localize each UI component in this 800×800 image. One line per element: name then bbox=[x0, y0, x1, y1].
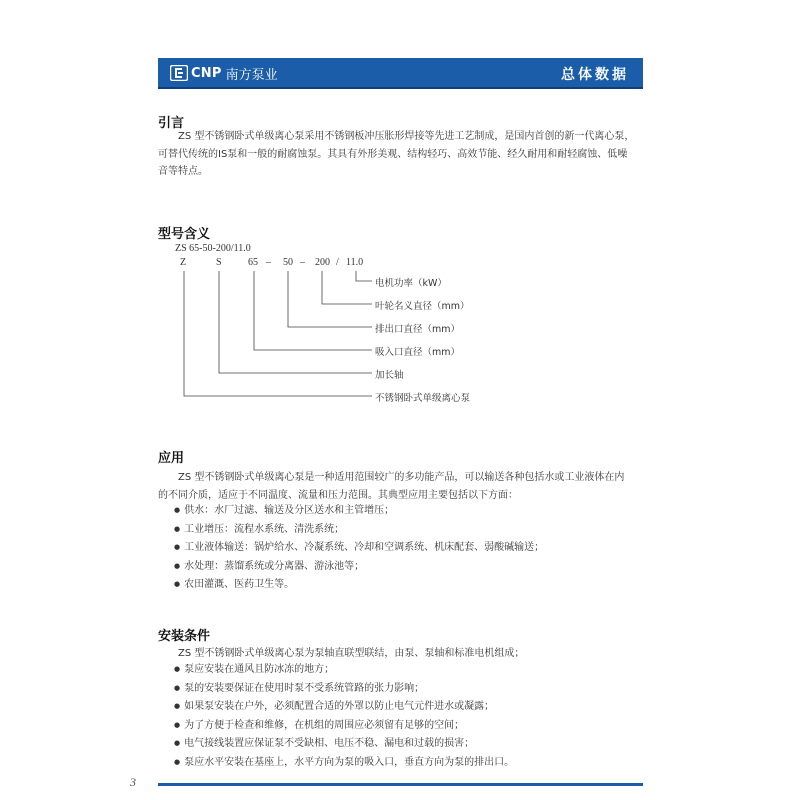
model-code: ZS 65-50-200/11.0 bbox=[175, 243, 251, 254]
intro-line: 可替代传统的IS泵和一般的耐腐蚀泵。其具有外形美观、结构轻巧、高效节能、经久耐用和耐轻腐蚀、低噪 bbox=[158, 148, 628, 160]
application-paragraph bbox=[158, 469, 648, 504]
page-title: 总体数据 bbox=[561, 67, 629, 83]
list-item: ● 工业增压：流程水系统、清洗系统； bbox=[174, 521, 544, 540]
connector-outlet bbox=[288, 271, 372, 327]
connector-power bbox=[356, 271, 372, 281]
connector-impeller bbox=[322, 271, 372, 304]
list-item: ● 供水：水厂过滤、输送及分区送水和主管增压； bbox=[174, 502, 544, 521]
footer-rule bbox=[158, 783, 643, 786]
model-title: 型号含义 bbox=[158, 227, 211, 242]
intro-line: ZS 型不锈钢卧式单级离心泵采用不锈钢板冲压胀形焊接等先进工艺制成，是国内首创的新一代离心泵， bbox=[178, 131, 635, 142]
model-seg-slash: / bbox=[336, 257, 339, 268]
connector-pump bbox=[184, 271, 372, 396]
brand-name: CNP bbox=[191, 65, 222, 81]
connector-shaft bbox=[219, 271, 372, 373]
intro-title: 引言 bbox=[158, 116, 185, 131]
list-item: ● 如果泵安装在户外，必须配置合适的外罩以防止电气元件进水或凝露； bbox=[174, 698, 514, 717]
list-item: ● 水处理：蒸馏系统或分离器、游泳池等； bbox=[174, 558, 544, 577]
install-line: ZS 型不锈钢卧式单级离心泵为泵轴直联型联结，由泵、泵轴和标准电机组成； bbox=[178, 648, 525, 659]
install-title: 安装条件 bbox=[158, 629, 211, 644]
list-item: ● 泵应安装在通风且防冰冻的地方； bbox=[174, 661, 514, 680]
model-seg-outlet: 50 bbox=[283, 257, 293, 268]
legend-impeller: 叶轮名义直径（mm） bbox=[375, 301, 470, 312]
list-item: ● 电气接线装置应保证泵不受缺相、电压不稳、漏电和过载的损害； bbox=[174, 735, 514, 754]
legend-inlet: 吸入口直径（mm） bbox=[375, 347, 461, 358]
legend-power: 电机功率（kW） bbox=[375, 278, 447, 289]
legend-shaft: 加长轴 bbox=[375, 370, 404, 381]
model-seg-z: Z bbox=[180, 257, 187, 268]
connector-inlet bbox=[254, 271, 372, 350]
legend-pump: 不锈钢卧式单级离心泵 bbox=[375, 393, 471, 404]
application-list bbox=[174, 502, 544, 595]
list-item: ● 泵的安装要保证在使用时泵不受系统管路的张力影响； bbox=[174, 680, 514, 699]
model-seg-power: 11.0 bbox=[346, 257, 364, 268]
model-seg-dash: – bbox=[300, 257, 305, 268]
list-item: ● 泵应水平安装在基座上，水平方向为泵的吸入口，垂直方向为泵的排出口。 bbox=[174, 754, 514, 773]
model-seg-inlet: 65 bbox=[248, 257, 258, 268]
company-name: 南方泵业 bbox=[225, 67, 278, 83]
list-item: ● 为了方便于检查和维修，在机组的周围应必须留有足够的空间； bbox=[174, 717, 514, 736]
application-line: 的不同介质，适应于不同温度、流量和压力范围。其典型应用主要包括以下方面： bbox=[158, 489, 518, 501]
model-seg-impeller: 200 bbox=[315, 257, 330, 268]
list-item: ● 农田灌溉、医药卫生等。 bbox=[174, 576, 544, 595]
legend-outlet: 排出口直径（mm） bbox=[375, 324, 461, 335]
application-line: ZS 型不锈钢卧式单级离心泵是一种适用范围较广的多功能产品，可以输送各种包括水或工业液体在内 bbox=[178, 472, 625, 483]
page-number: 3 bbox=[130, 775, 136, 789]
intro-line: 音等特点。 bbox=[158, 166, 208, 177]
model-seg-dash: – bbox=[266, 257, 271, 268]
install-paragraph bbox=[158, 645, 648, 663]
install-list bbox=[174, 661, 514, 772]
list-item: ● 工业液体输送：锅炉给水、冷凝系统、冷却和空调系统、机床配套、弱酸碱输送； bbox=[174, 539, 544, 558]
application-title: 应用 bbox=[158, 451, 185, 466]
model-seg-s: S bbox=[216, 257, 222, 268]
